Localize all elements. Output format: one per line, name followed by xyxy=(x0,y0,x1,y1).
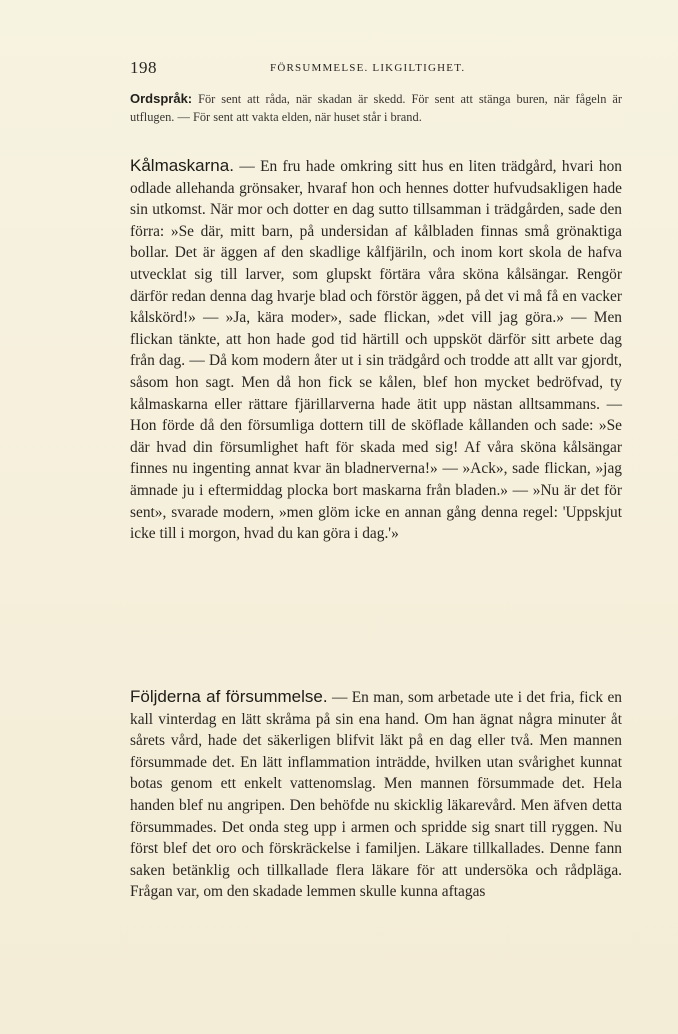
section-kalmaskarna xyxy=(130,155,622,545)
page-number: 198 xyxy=(130,58,157,77)
section-heading: Kålmaskarna. xyxy=(130,156,234,175)
page-header xyxy=(130,58,622,82)
section-heading: Följderna af försummelse. xyxy=(130,687,328,706)
proverb-text: För sent att råda, när skadan är skedd. För sent att stänga buren, när fågeln är utflugen. — För sent att vakta elden, när huset står i brand. xyxy=(130,92,622,124)
section-body: — En man, som arbetade ute i det fria, fick en kall vinterdag en lätt skråma på sin ena hand. Om han ägnat några minuter åt sårets vård, hade det säkerligen blifvit läkt på en dag eller två. Men mannen försummade det. En lätt inflammation inträdde, hvilken utan svårighet kunnat botas genom ett enkelt vattenomslag. Men mannen försummade det. Hela handen blef nu angripen. Den behöfde nu skicklig läkarevård. Men äfven detta försummades. Det onda steg upp i armen och spridde sig snart till ryggen. Nu först blef det oro och förskräckelse i familjen. Läkare tillkallades. Denne fann saken betänklig och tillkallade flera läkare för att undersöka och rådpläga. Frågan var, om den skadade lemmen skulle kunna aftagas xyxy=(130,689,622,901)
proverb-block xyxy=(130,90,622,126)
section-foljderna xyxy=(130,686,622,903)
running-head: FÖRSUMMELSE. LIKGILTIGHET. xyxy=(270,62,466,74)
proverb-label: Ordspråk: xyxy=(130,91,193,106)
section-body: — En fru hade omkring sitt hus en liten trädgård, hvari hon odlade allehanda grönsaker, hvaraf hon och hennes dotter hufvudsakligen hade sin utkomst. När mor och dotter en dag sutto tillsamman i trädgården, sade den förra: »Se där, mitt barn, på undersidan af kålbladen finnas små grönaktiga bollar. Det är äggen af den skadlige kålfjäriln, och inom kort skola de hafva utvecklat sig till larver, som glupskt förtära våra sköna kålsängar. Rengör därför redan denna dag hvarje blad och förstör äggen, på det vi må få en vacker kålskörd!» — »Ja, kära moder», sade flickan, »det vill jag göra.» — Men flickan tänkte, att hon hade god tid härtill och uppsköt därför sitt arbete dag från dag. — Då kom modern åter ut i sin trädgård och trodde att allt var gjordt, såsom hon sagt. Men då hon fick se kålen, blef hon mycket bedröfvad, ty kålmaskarna eller rättare fjärillarverna hade ätit upp nästan alltsammans. — Hon förde då den försumliga dottern till de sköflade kållanden och sade: »Se där hvad din försumlighet haft för skada med sig! Af våra sköna kålsängar finnes nu ingenting annat kvar än bladnerverna!» — »Ack», sade flickan, »jag ämnade ju i eftermiddag plocka bort maskarna från bladen.» — »Nu är det för sent», svarade modern, »men glöm icke en annan gång denna regel: 'Uppskjut icke till i morgon, hvad du kan göra i dag.'» xyxy=(130,158,622,543)
